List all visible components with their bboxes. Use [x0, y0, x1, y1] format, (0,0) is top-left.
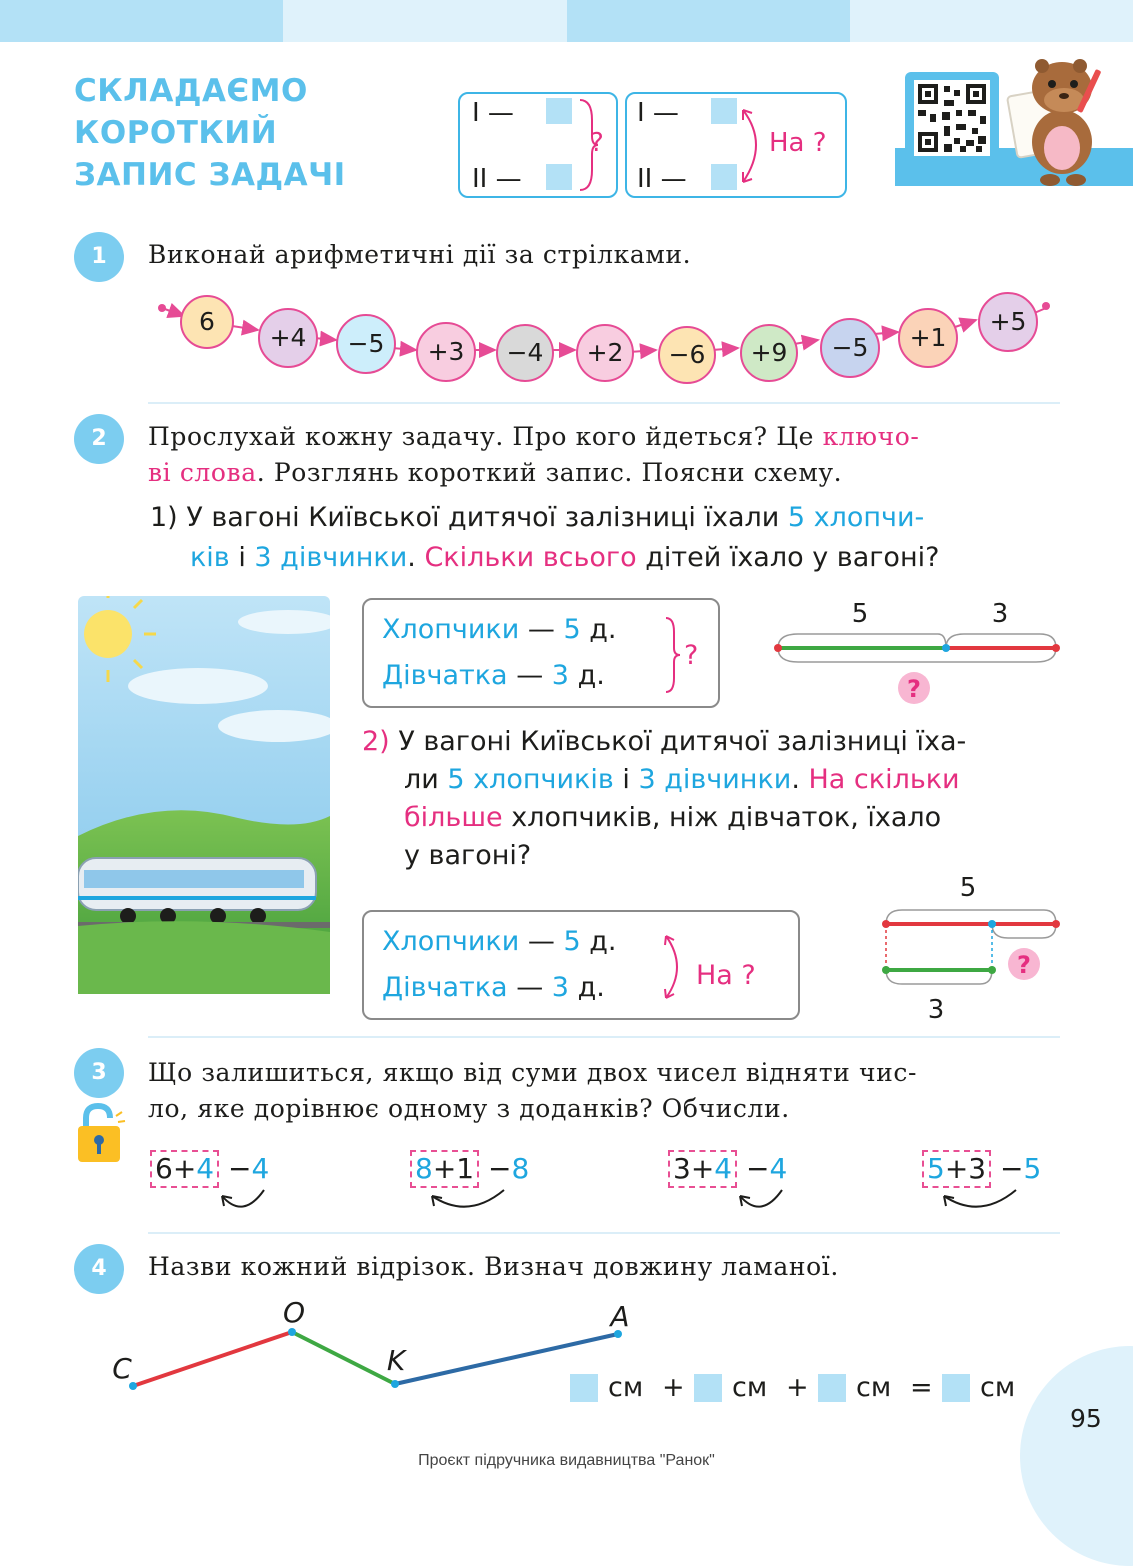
addend: 3 — [968, 1152, 987, 1185]
problem2-line1 — [362, 726, 966, 757]
record-value: 5 — [563, 614, 581, 645]
qr-frame — [905, 72, 999, 164]
plus-sign: + — [172, 1152, 197, 1185]
record-value: 3 — [551, 972, 569, 1003]
problem1-line1 — [150, 502, 924, 533]
text-fragment: більше — [404, 802, 503, 833]
problem2-line4: у вагоні? — [404, 840, 532, 871]
minus-sign: − — [219, 1152, 252, 1185]
record-dash: — — [516, 972, 544, 1003]
text-fragment: і — [229, 542, 255, 573]
question-mark: ? — [590, 128, 604, 158]
task3-line2: ло, яке дорівнює одному з доданків? Обчисли. — [148, 1094, 790, 1123]
addend: 4 — [714, 1152, 733, 1185]
record-row — [382, 926, 617, 957]
subtrahend: 4 — [251, 1152, 270, 1185]
record-unit: д. — [589, 926, 617, 957]
record-name: Дівчатка — [382, 972, 508, 1003]
unit-label: см — [608, 1372, 644, 1403]
text-fragment: У вагоні Київської дитячої залізниці їхали — [186, 502, 788, 533]
question-mark: ? — [907, 675, 921, 703]
answer-blank[interactable] — [694, 1374, 722, 1402]
question-mark: ? — [1017, 951, 1031, 979]
text-fragment: дітей їхало у вагоні? — [636, 542, 940, 573]
text-fragment: хлопчиків, ніж дівчаток, їхало — [502, 802, 942, 833]
record-name: Дівчатка — [382, 660, 508, 691]
record-dash: — — [527, 614, 555, 645]
top-strip-segment — [567, 0, 850, 42]
chain-circle: −5 — [820, 318, 880, 378]
length-equation — [570, 1372, 1030, 1406]
section-heading — [74, 70, 346, 196]
chain-circle: +3 — [416, 322, 476, 382]
chain-circle: 6 — [180, 295, 234, 349]
text-fragment: Скільки всього — [424, 542, 637, 573]
problem-number: 2) — [362, 726, 390, 757]
record-dash: — — [516, 660, 544, 691]
record-value: 5 — [563, 926, 581, 957]
record-value: 3 — [551, 660, 569, 691]
key-words: ключо- — [822, 422, 920, 451]
text-fragment: . — [791, 764, 809, 795]
segment-label: 5 — [851, 599, 869, 629]
scheme-diff-box — [625, 92, 847, 198]
task-number-badge: 4 — [74, 1244, 124, 1294]
blank-square — [711, 164, 737, 190]
record-unit: д. — [577, 972, 605, 1003]
addend: 1 — [456, 1152, 475, 1185]
point-label: A — [610, 1300, 630, 1333]
record-unit: д. — [577, 660, 605, 691]
text-fragment: На скільки — [808, 764, 960, 795]
addend: 5 — [927, 1152, 945, 1185]
chain-circle: +9 — [740, 324, 798, 382]
text-fragment: ли — [404, 764, 448, 795]
problem1-line2 — [190, 542, 939, 573]
record-name: Хлопчики — [382, 614, 520, 645]
blank-square — [546, 164, 572, 190]
record-row — [382, 972, 605, 1003]
plus-sign: + — [432, 1152, 457, 1185]
text-fragment: 5 хлопчиків — [447, 764, 614, 795]
scheme-row-label: II — — [637, 164, 687, 194]
task2-intro-line2 — [148, 458, 842, 487]
qr-code-icon — [914, 80, 990, 156]
footer-note: Проєкт підручника видавництва "Ранок" — [418, 1452, 715, 1469]
unit-label: см — [856, 1372, 892, 1403]
heading-line: ЗАПИС ЗАДАЧІ — [74, 157, 346, 193]
unit-label: см — [980, 1372, 1016, 1403]
addend: 8 — [415, 1152, 433, 1185]
blank-square — [546, 98, 572, 124]
plus-sign: + — [690, 1152, 715, 1185]
problem2-line3 — [404, 802, 941, 833]
record-row — [382, 660, 605, 691]
heading-line: КОРОТКИЙ — [74, 115, 278, 151]
segment-label: 3 — [927, 995, 945, 1025]
plus-sign: + — [662, 1372, 685, 1403]
question-label: На ? — [696, 960, 756, 991]
sum-frame — [922, 1150, 991, 1188]
scheme-sum-box — [458, 92, 618, 198]
short-record-box-2 — [362, 910, 800, 1020]
compare-arrow-icon — [660, 932, 690, 1002]
blank-square — [711, 98, 737, 124]
subtrahend: 4 — [769, 1152, 788, 1185]
expression — [410, 1150, 529, 1188]
record-unit: д. — [589, 614, 617, 645]
padlock-icon — [76, 1102, 128, 1164]
top-strip-segment — [850, 0, 1133, 42]
plus-sign: + — [786, 1372, 809, 1403]
equals-sign: = — [910, 1372, 933, 1403]
chain-circle: +1 — [898, 308, 958, 368]
task4-text: Назви кожний відрізок. Визнач довжину ламаної. — [148, 1252, 839, 1281]
top-strip-segment — [283, 0, 567, 42]
task2-intro-line1 — [148, 422, 919, 451]
scheme-row-label: II — — [472, 164, 522, 194]
answer-blank[interactable] — [570, 1374, 598, 1402]
sum-frame — [410, 1150, 479, 1188]
minus-sign: − — [737, 1152, 770, 1185]
answer-blank[interactable] — [818, 1374, 846, 1402]
subtrahend: 8 — [511, 1152, 530, 1185]
short-record-box-1 — [362, 598, 720, 708]
scheme-row-label: I — — [472, 98, 514, 128]
text-fragment: і — [613, 764, 639, 795]
question-label: На ? — [769, 128, 827, 158]
curved-arrow-icon — [924, 1186, 1034, 1220]
task-number-badge: 2 — [74, 414, 124, 464]
chain-circle: +5 — [978, 292, 1038, 352]
chain-circle: +4 — [258, 308, 318, 368]
question-mark: ? — [684, 640, 699, 671]
problem2-line2 — [404, 764, 960, 795]
task-number-badge: 1 — [74, 232, 124, 282]
chain-circle: +2 — [576, 324, 634, 382]
text-fragment: 3 дівчинки — [254, 542, 408, 573]
curved-arrow-icon — [160, 1186, 270, 1220]
train-illustration — [78, 596, 330, 994]
point-label: C — [112, 1352, 132, 1385]
curved-arrow-icon — [412, 1186, 522, 1220]
minus-sign: − — [479, 1152, 512, 1185]
record-row — [382, 614, 617, 645]
top-strip-segment — [0, 0, 283, 42]
segment-diagram-1 — [768, 594, 1068, 712]
text-fragment: . — [407, 542, 425, 573]
text-fragment: . Розглянь короткий запис. Поясни схему. — [256, 458, 843, 487]
chain-circle: −5 — [336, 314, 396, 374]
minus-sign: − — [991, 1152, 1024, 1185]
separator — [148, 402, 1060, 404]
point-label: O — [282, 1296, 306, 1329]
text-fragment: Прослухай кожну задачу. Про кого йдеться? Це — [148, 422, 823, 451]
addend: 3 — [673, 1152, 691, 1185]
plus-sign: + — [944, 1152, 969, 1185]
heading-line: СКЛАДАЄМО — [74, 73, 308, 109]
chain-circle: −6 — [658, 326, 716, 384]
separator — [148, 1232, 1060, 1234]
task1-text: Виконай арифметичні дії за стрілками. — [148, 240, 692, 269]
scheme-row-label: I — — [637, 98, 679, 128]
sum-frame — [150, 1150, 219, 1188]
addend: 4 — [196, 1152, 215, 1185]
answer-blank[interactable] — [942, 1374, 970, 1402]
record-name: Хлопчики — [382, 926, 520, 957]
task-number-badge: 3 — [74, 1048, 124, 1098]
expression — [922, 1150, 1041, 1188]
unit-label: см — [732, 1372, 768, 1403]
key-words: ві слова — [148, 458, 257, 487]
chain-circle: −4 — [496, 324, 554, 382]
task3-line1: Що залишиться, якщо від суми двох чисел відняти чис- — [148, 1058, 917, 1087]
record-dash: — — [527, 926, 555, 957]
text-fragment: 3 дівчинки — [638, 764, 792, 795]
segment-label: 5 — [959, 873, 977, 903]
segment-diagram-2 — [876, 870, 1072, 1028]
page-number: 95 — [1070, 1404, 1102, 1433]
subtrahend: 5 — [1023, 1152, 1042, 1185]
text-fragment: 5 хлопчи- — [787, 502, 925, 533]
expression — [668, 1150, 787, 1188]
text-fragment: У вагоні Київської дитячої залізниці їха- — [398, 726, 967, 757]
addend: 6 — [155, 1152, 173, 1185]
expression — [150, 1150, 269, 1188]
point-label: K — [386, 1344, 406, 1377]
sum-frame — [668, 1150, 737, 1188]
separator — [148, 1036, 1060, 1038]
text-fragment: ків — [190, 542, 230, 573]
capybara-mascot-icon — [1000, 50, 1120, 190]
segment-label: 3 — [991, 599, 1009, 629]
curved-arrow-icon — [678, 1186, 788, 1220]
problem-number: 1) — [150, 502, 178, 533]
